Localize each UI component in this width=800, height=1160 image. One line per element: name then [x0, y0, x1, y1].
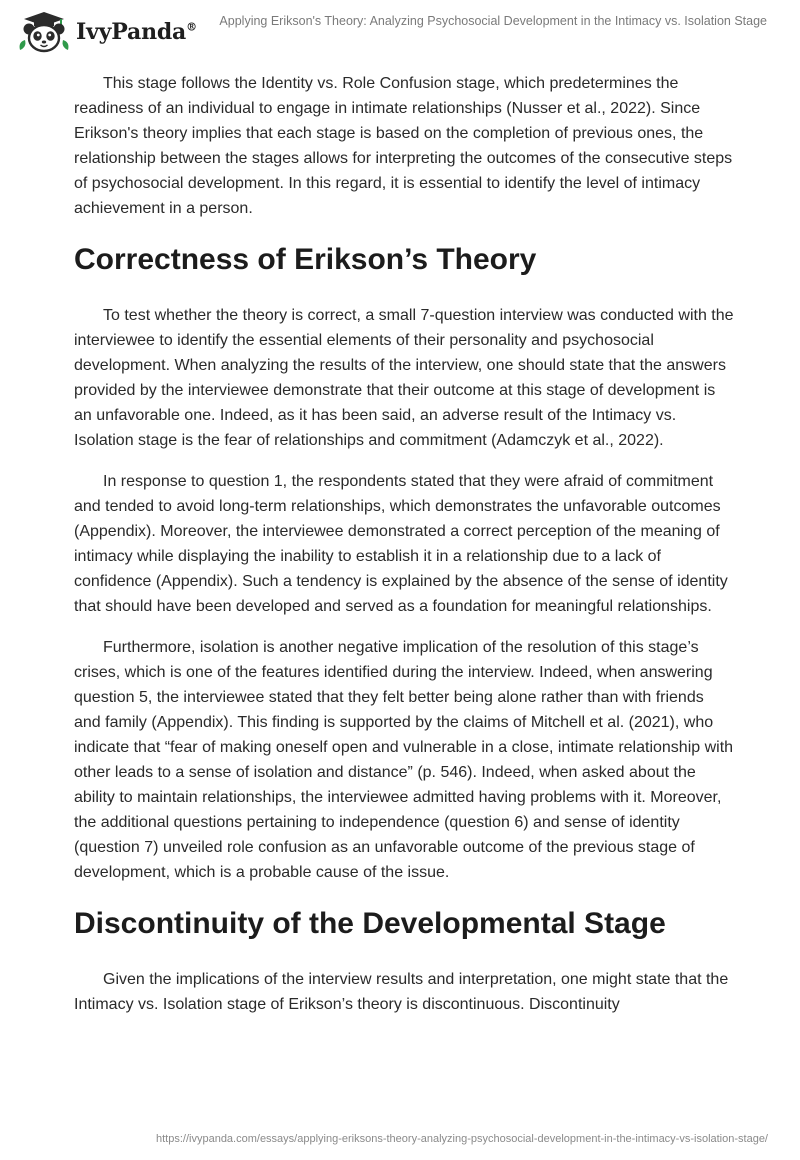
paragraph: Given the implications of the interview results and interpretation, one might state that the Intimacy vs. Isolation stage of Erikson’s theory is discontinuous. Discontinuity — [74, 971, 729, 1013]
paragraph: To test whether the theory is correct, a small 7-question interview was conducted with the interviewee to identify the essential elements of their personality and psychosocial development. When analyzing the results of the interview, one should state that the answers provided by the interviewee demonstrate that their outcome at this stage of development is an unfavorable one. Indeed, as it has been said, an adverse result of the Intimacy vs. Isolation stage is the fear of relationships and commitment (Adamczyk et al., 2022). — [74, 307, 734, 449]
brand-name: IvyPanda® — [76, 19, 197, 45]
panda-graduate-icon — [14, 10, 74, 54]
essay-body — [74, 71, 734, 1033]
paragraph: In response to question 1, the respondents stated that they were afraid of commitment and tended to avoid long-term relationships, which demonstrates the unfavorable outcomes (Appendix). Moreover, the interviewee demonstrated a correct perception of the meaning of intimacy while displaying the inability to establish it in a relationship due to a lack of confidence (Appendix). Such a tendency is explained by the absence of the sense of identity that should have been developed and served as a foundation for meaningful relationships. — [74, 473, 728, 615]
section-heading-discontinuity: Discontinuity of the Developmental Stage — [74, 907, 666, 940]
section-heading-correctness: Correctness of Erikson’s Theory — [74, 243, 537, 276]
source-url[interactable]: https://ivypanda.com/essays/applying-eriksons-theory-analyzing-psychosocial-development-in-the-intimacy-vs-isolation-stage/ — [156, 1133, 768, 1145]
page-header — [0, 0, 800, 60]
document-title: Applying Erikson's Theory: Analyzing Psychosocial Development in the Intimacy vs. Isolation Stage — [219, 14, 767, 28]
paragraph: Furthermore, isolation is another negative implication of the resolution of this stage’s crises, which is one of the features identified during the interview. Indeed, when answering question 5, the interviewee stated that they felt better being alone rather than with friends and family (Appendix). This finding is supported by the claims of Mitchell et al. (2021), who indicate that “fear of making oneself open and vulnerable in a close, intimate relationship with other leads to a sense of isolation and distance” (p. 546). Indeed, when asked about the ability to maintain relationships, the interviewee admitted having problems with it. Moreover, the additional questions pertaining to independence (question 6) and sense of identity (question 7) unveiled role confusion as an unfavorable outcome of the previous stage of development, which is a probable cause of the issue. — [74, 639, 734, 881]
ivypanda-logo[interactable] — [14, 10, 197, 54]
paragraph: This stage follows the Identity vs. Role Confusion stage, which predetermines the readiness of an individual to engage in intimate relationships (Nusser et al., 2022). Since Erikson's theory implies that each stage is based on the completion of previous ones, the relationship between the stages allows for interpreting the outcomes of the consecutive steps of psychosocial development. In this regard, it is essential to identify the level of intimacy achievement in a person. — [74, 75, 733, 217]
